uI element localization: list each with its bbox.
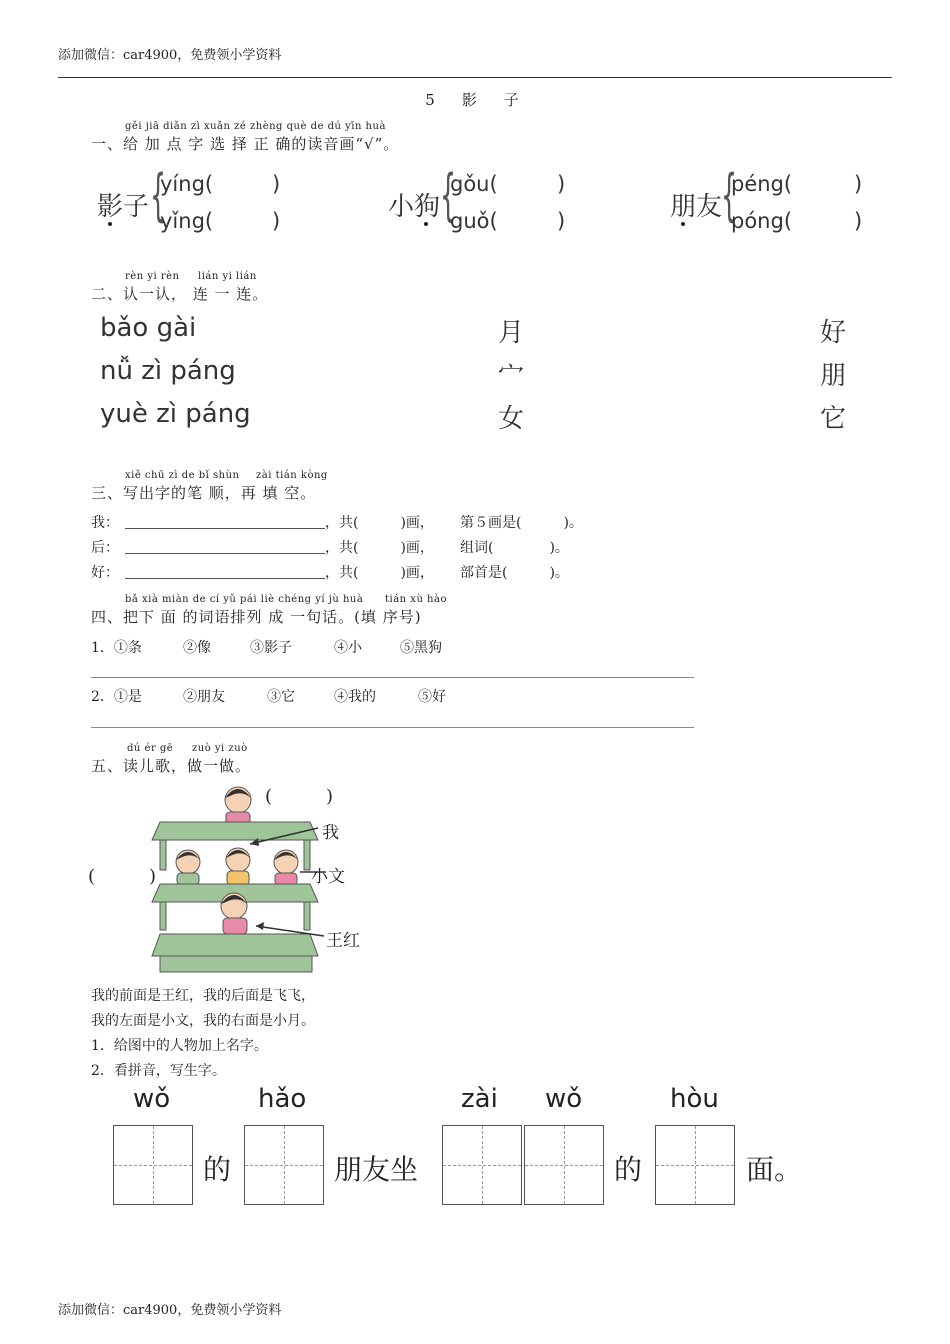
- s4-pinyin-2: tián xù hào: [385, 594, 447, 605]
- s3-row-1-line[interactable]: [125, 528, 325, 529]
- child-bottom: [221, 893, 247, 934]
- writing-grid-2[interactable]: [244, 1125, 324, 1205]
- s2-mid-1[interactable]: 月: [498, 318, 525, 348]
- s4-q2-item-1: 2．①是: [91, 689, 142, 705]
- s1-close-3a[interactable]: ): [854, 172, 863, 196]
- s1-opt-1b: yǐng(: [160, 209, 214, 233]
- s4-q2-item-4: ④我的: [334, 689, 376, 705]
- s4-q2-item-3: ③它: [267, 689, 295, 705]
- child-middle: [226, 848, 250, 885]
- s3-row-3-line[interactable]: [125, 578, 325, 579]
- s2-mid-3[interactable]: 女: [498, 404, 525, 434]
- s2-right-1[interactable]: 好: [820, 318, 847, 348]
- grid-pinyin-2: hǎo: [258, 1084, 307, 1114]
- s1-close-1b[interactable]: ): [272, 209, 281, 233]
- s3-row-3-total: ，共( )画，: [325, 565, 434, 581]
- page-title: 5 影 子: [425, 91, 525, 109]
- emphasis-dot: [681, 222, 685, 226]
- s4-q1-answer-line[interactable]: [91, 677, 694, 678]
- grid-pinyin-3: zài: [461, 1084, 498, 1114]
- task-1: 1．给图中的人物加上名字。: [91, 1038, 268, 1054]
- s1-close-2a[interactable]: ): [557, 172, 566, 196]
- emphasis-dot: [108, 222, 112, 226]
- s3-row-1-char: 我：: [91, 515, 119, 531]
- s4-q2-item-2: ②朋友: [183, 689, 225, 705]
- brace: {: [721, 163, 738, 228]
- blank-top-child[interactable]: ( ): [265, 786, 334, 807]
- writing-grid-5[interactable]: [655, 1125, 735, 1205]
- s3-row-2-rest: 组词( )。: [460, 540, 569, 556]
- s2-mid-2[interactable]: 宀: [498, 361, 525, 391]
- s4-q1-item-4: ④小: [334, 640, 362, 656]
- task-2: 2．看拼音，写生字。: [91, 1063, 226, 1079]
- s2-right-2[interactable]: 朋: [820, 361, 847, 391]
- s3-row-1-rest: 第５画是( )。: [460, 515, 583, 531]
- s2-left-3[interactable]: yuè zì páng: [100, 399, 251, 429]
- s4-q2-item-5: ⑤好: [418, 689, 446, 705]
- s4-pinyin-1: bǎ xià miàn de cí yǔ pái liè chéng yí jù huà: [125, 594, 364, 605]
- s1-opt-1a: yíng(: [160, 172, 214, 196]
- grid-pinyin-5: hòu: [670, 1084, 719, 1114]
- s1-word-2: 小狗: [388, 192, 441, 222]
- emphasis-dot: [424, 222, 428, 226]
- s3-row-2-char: 后：: [91, 540, 119, 556]
- s5-heading: 五、读儿歌，做一做。: [91, 757, 252, 775]
- s4-q1-item-3: ③影子: [250, 640, 292, 656]
- header-rule: [58, 77, 892, 78]
- s1-opt-3a: péng(: [731, 172, 793, 196]
- s1-pinyin: gěi jiā diǎn zì xuǎn zé zhèng què de dú yīn huà: [125, 121, 386, 132]
- s1-close-2b[interactable]: ): [557, 209, 566, 233]
- s4-q1-item-2: ②像: [183, 640, 211, 656]
- s3-pinyin-1: xiě chū zì de bǐ shùn: [125, 470, 240, 481]
- child-right: [274, 850, 298, 885]
- s2-heading: 二、认一认， 连 一 连。: [91, 285, 269, 303]
- s2-left-1[interactable]: bǎo gài: [100, 313, 197, 343]
- brace: {: [440, 163, 457, 228]
- poem-line-2: 我的左面是小文，我的右面是小月。: [91, 1013, 315, 1029]
- s1-heading: 一、给 加 点 字 选 择 正 确的读音画“√”。: [91, 135, 400, 153]
- label-xiaowen: 小文: [311, 867, 345, 887]
- s3-row-2-line[interactable]: [125, 553, 325, 554]
- s1-word-1: 影子: [97, 192, 150, 222]
- blank-left-child[interactable]: ( ): [88, 866, 157, 887]
- poem-line-1: 我的前面是王红，我的后面是飞飞，: [91, 988, 315, 1004]
- label-wanghong: 王红: [326, 931, 360, 951]
- s4-q2-answer-line[interactable]: [91, 727, 694, 728]
- s3-pinyin-2: zài tián kòng: [256, 470, 328, 481]
- label-me: 我: [322, 823, 339, 843]
- s1-opt-2b: guǒ(: [450, 209, 498, 233]
- s1-word-3: 朋友: [670, 192, 723, 222]
- grid-text-2: 朋友坐: [334, 1153, 419, 1186]
- grid-text-1: 的: [203, 1153, 232, 1186]
- s2-pinyin-2: lián yi lián: [198, 271, 257, 282]
- s1-close-1a[interactable]: ): [272, 172, 281, 196]
- brace: {: [150, 163, 167, 228]
- desk-row-1: [152, 822, 318, 840]
- s3-row-1-total: ，共( )画，: [325, 515, 434, 531]
- s4-q1-item-5: ⑤黑狗: [400, 640, 442, 656]
- s1-opt-3b: póng(: [731, 209, 793, 233]
- s2-left-2[interactable]: nǚ zì páng: [100, 356, 236, 386]
- header-text: 添加微信：car4900，免费领小学资料: [58, 48, 282, 63]
- grid-pinyin-1: wǒ: [133, 1084, 171, 1114]
- desk-row-3: [152, 934, 318, 956]
- grid-pinyin-4: wǒ: [545, 1084, 583, 1114]
- s4-q1-item-1: 1．①条: [91, 640, 142, 656]
- s3-row-3-char: 好：: [91, 565, 119, 581]
- footer-text: 添加微信：car4900，免费领小学资料: [58, 1303, 282, 1318]
- s1-opt-2a: gǒu(: [450, 172, 498, 196]
- child-left: [176, 850, 200, 885]
- writing-grid-3[interactable]: [442, 1125, 522, 1205]
- s3-row-3-rest: 部首是( )。: [460, 565, 569, 581]
- child-top: [225, 787, 251, 826]
- writing-grid-4[interactable]: [524, 1125, 604, 1205]
- s3-heading: 三、写出字的笔 顺，再 填 空。: [91, 484, 317, 502]
- s1-close-3b[interactable]: ): [854, 209, 863, 233]
- s3-row-2-total: ，共( )画，: [325, 540, 434, 556]
- writing-grid-1[interactable]: [113, 1125, 193, 1205]
- s2-right-3[interactable]: 它: [820, 404, 847, 434]
- grid-text-4: 面。: [746, 1153, 803, 1186]
- s2-pinyin-1: rèn yi rèn: [125, 271, 180, 282]
- s5-pinyin-1: dú ér gē: [127, 743, 174, 754]
- grid-text-3: 的: [614, 1153, 643, 1186]
- s4-heading: 四、把下 面 的词语排列 成 一句话。(填 序号): [91, 608, 422, 626]
- s5-pinyin-2: zuò yi zuò: [192, 743, 248, 754]
